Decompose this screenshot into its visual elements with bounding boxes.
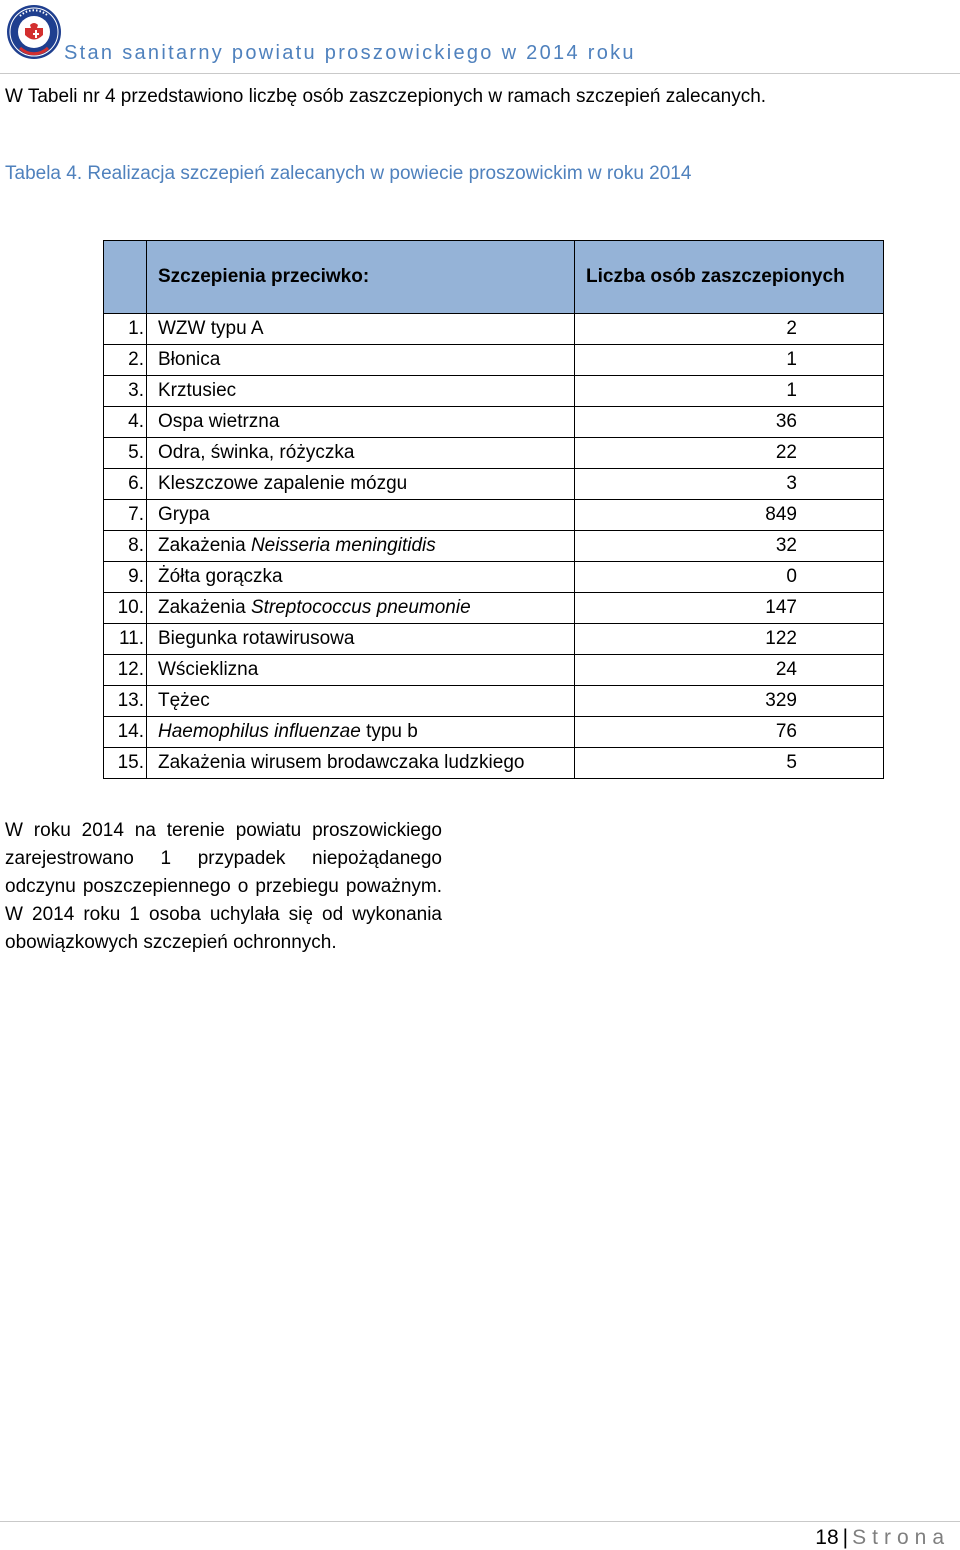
page-footer [815,1526,950,1550]
vaccination-name [147,562,575,593]
table-row [104,500,884,531]
table-body [104,314,884,779]
row-number: 6. [104,469,147,500]
vaccination-name-part: Krztusiec [158,380,237,401]
vaccination-name-part: Neisseria meningitidis [250,535,436,556]
vaccination-name-part: WZW typu A [158,318,264,339]
header-vaccination-name: Szczepienia przeciwko: [147,241,575,314]
table-caption: Tabela 4. Realizacja szczepień zalecanych w powiecie proszowickim w roku 2014 [5,163,692,184]
vaccination-name [147,407,575,438]
table-row [104,314,884,345]
vaccination-name [147,624,575,655]
row-number: 3. [104,376,147,407]
table-row [104,717,884,748]
table-row [104,748,884,779]
table-row [104,562,884,593]
table-row [104,376,884,407]
row-number: 11. [104,624,147,655]
table-row [104,345,884,376]
vaccination-name [147,469,575,500]
row-number: 9. [104,562,147,593]
vaccinated-count: 1 [575,345,884,376]
vaccinated-count: 76 [575,717,884,748]
vaccination-name-part: Zakażenia wirusem brodawczaka ludzkiego [158,752,525,773]
vaccination-name-part: Błonica [158,349,221,370]
vaccinated-count: 32 [575,531,884,562]
vaccination-name-part: Ospa wietrzna [158,411,280,432]
table-row [104,593,884,624]
table-row [104,686,884,717]
vaccination-name-part: typu b [360,721,418,742]
row-number: 10. [104,593,147,624]
vaccination-name-part: Biegunka rotawirusowa [158,628,355,649]
vaccination-name [147,748,575,779]
vaccinated-count: 2 [575,314,884,345]
row-number: 7. [104,500,147,531]
vaccinated-count: 329 [575,686,884,717]
row-number: 2. [104,345,147,376]
vaccinated-count: 3 [575,469,884,500]
summary-paragraph: W roku 2014 na terenie powiatu proszowickiego zarejestrowano 1 przypadek niepożądanego odczynu poszczepiennego o przebiegu poważnym. W 2014 roku 1 osoba uchylała się od wykonania obowiązkowych szczepień ochronnych. [5,820,442,953]
footer-separator: | [842,1526,849,1549]
row-number: 12. [104,655,147,686]
table-row [104,407,884,438]
vaccination-name-part: Wścieklizna [158,659,259,680]
row-number: 5. [104,438,147,469]
vaccination-name-part: Tężec [158,690,210,711]
row-number: 15. [104,748,147,779]
vaccination-name-part: Haemophilus influenzae [158,721,361,742]
vaccinated-count: 24 [575,655,884,686]
vaccination-name-part: Żółta gorączka [158,566,283,587]
intro-paragraph: W Tabeli nr 4 przedstawiono liczbę osób zaszczepionych w ramach szczepień zalecanych. [5,86,767,107]
table-row [104,469,884,500]
vaccination-name-part: Streptococcus pneumonie [250,597,471,618]
vaccinated-count: 36 [575,407,884,438]
vaccination-name [147,686,575,717]
vaccination-name [147,376,575,407]
vaccination-name [147,345,575,376]
row-number: 4. [104,407,147,438]
vaccination-name-part: Kleszczowe zapalenie mózgu [158,473,408,494]
vaccination-name-part: Grypa [158,504,210,525]
page-label: Strona [852,1526,950,1549]
vaccinated-count: 22 [575,438,884,469]
page-header-title: Stan sanitarny powiatu proszowickiego w 2014 roku [64,42,636,64]
footer-divider [0,1521,960,1522]
vaccinated-count: 122 [575,624,884,655]
row-number: 8. [104,531,147,562]
table-row [104,531,884,562]
vaccinated-count: 0 [575,562,884,593]
vaccination-name-part: Zakażenia [158,597,251,618]
row-number: 13. [104,686,147,717]
table-row [104,655,884,686]
inspekcja-sanitarna-logo [6,4,62,60]
row-number: 1. [104,314,147,345]
vaccination-name [147,531,575,562]
vaccination-name-part: Zakażenia [158,535,251,556]
row-number: 14. [104,717,147,748]
vaccination-name [147,593,575,624]
header-vaccinated-count: Liczba osób zaszczepionych [575,241,884,314]
vaccination-table [103,240,884,779]
page-number: 18 [815,1526,839,1549]
vaccinated-count: 147 [575,593,884,624]
vaccination-name [147,717,575,748]
vaccinated-count: 5 [575,748,884,779]
vaccination-name [147,314,575,345]
vaccination-name-part: Odra, świnka, różyczka [158,442,355,463]
vaccination-name [147,438,575,469]
header-number-cell [104,241,147,314]
table-row [104,438,884,469]
vaccinated-count: 1 [575,376,884,407]
vaccination-name [147,500,575,531]
table-header-row [104,241,884,314]
vaccination-name [147,655,575,686]
logo-emblem-icon [6,4,62,60]
table-row [104,624,884,655]
vaccinated-count: 849 [575,500,884,531]
header-divider [0,73,960,74]
